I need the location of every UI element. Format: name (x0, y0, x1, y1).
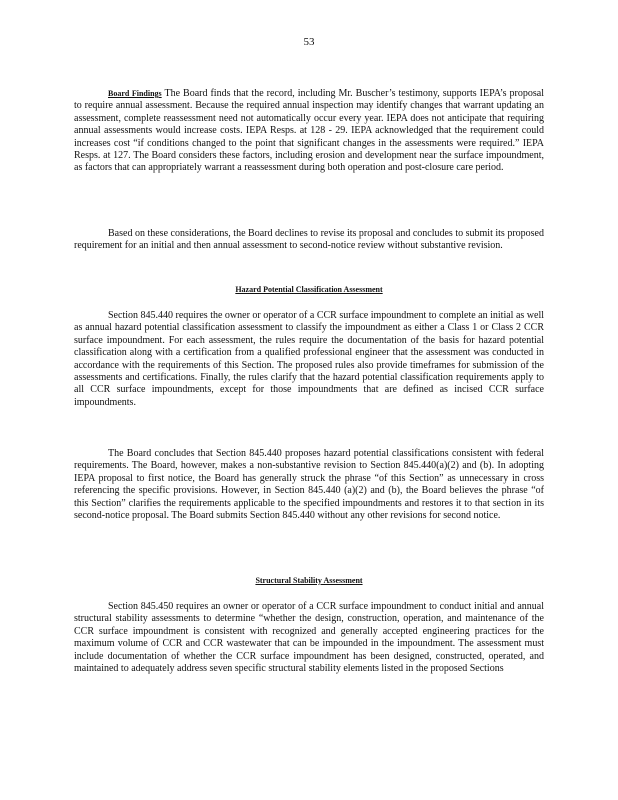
paragraph-text: Section 845.450 requires an owner or operator of a CCR surface impoundment to conduct initial and annual structural stability assessments to determine “whether the design, construction, operation, and maintenance of the CCR surface impoundment is consistent with recognized and generally accepted engineering practices for the maximum volume of CCR and CCR wastewater that can be impounded in the impoundment. The assessment must include documentation of whether the CCR surface impoundment has been designed, constructed, operated, and maintained to adequately address seven specific structural stability elements listed in the proposed Sections (74, 601, 544, 675)
paragraph-text: Based on these considerations, the Board declines to revise its proposal and concludes to submit its proposed requirement for an initial and then annual assessment to second-notice review without substantive revision. (74, 228, 544, 252)
hazard-paragraph-2 (74, 448, 544, 522)
board-findings-block (74, 88, 544, 175)
paragraph-text: The Board concludes that Section 845.440 proposes hazard potential classifications consistent with federal requirements. The Board, however, makes a non-substantive revision to Section 845.440(a)(2) and (b). In adopting IEPA proposal to first notice, the Board has generally struck the phrase “of this Section” as unnecessary in cross referencing the specific provisions. However, in Section 845.440 (a)(2) and (b), the Board believes the phrase “of this Section” clarifies the requirements applicable to the specified impoundments and restores it to that section in its second-notice proposal. The Board submits Section 845.440 without any other revisions for second notice. (74, 448, 544, 522)
section-heading (74, 284, 544, 296)
structural-paragraph (74, 601, 544, 675)
hazard-paragraph-1 (74, 310, 544, 409)
paragraph-text: The Board finds that the record, including Mr. Buscher’s testimony, supports IEPA’s proposal to require annual assessment. Because the required annual inspection may identify changes that warrant updating an assessment, complete reassessment need not automatically occur every year. IEPA does not anticipate that requiring annual assessments would increase costs. IEPA Resps. at 128 - 29. IEPA acknowledged that the requirement could increases cost “if conditions changed to the point that significant changes in the assessments were required.” IEPA Resps. at 127. The Board considers these factors, including erosion and development near the surface impoundment, as factors that can appropriately warrant a reassessment during both operation and post-closure care period. (74, 88, 544, 174)
paragraph (74, 228, 544, 253)
heading-text: Structural Stability Assessment (255, 576, 363, 585)
paragraph-text: Section 845.440 requires the owner or operator of a CCR surface impoundment to complete an initial as well as annual hazard potential classification assessment to classify the impoundment as either a Class 1 or Class 2 CCR surface impoundment. For each assessment, the rules require the documentation of the basis for hazard potential classification along with a certification from a qualified professional engineer that the assessment was conducted in accordance with the requirements of this Section. The proposed rules also provide timeframes for submission of the assessments and certifications. Finally, the rules clarify that the hazard potential classification requirements apply to all CCR surface impoundments, except for those impoundments that are defined as incised CCR surface impoundments. (74, 310, 544, 408)
heading-text: Hazard Potential Classification Assessment (235, 285, 383, 294)
paragraph (74, 448, 544, 522)
section-heading (74, 575, 544, 587)
conclusion-block (74, 228, 544, 253)
paragraph (74, 310, 544, 409)
paragraph (74, 88, 544, 175)
inline-heading: Board Findings (108, 89, 162, 98)
page-number: 53 (303, 36, 315, 48)
paragraph (74, 601, 544, 675)
